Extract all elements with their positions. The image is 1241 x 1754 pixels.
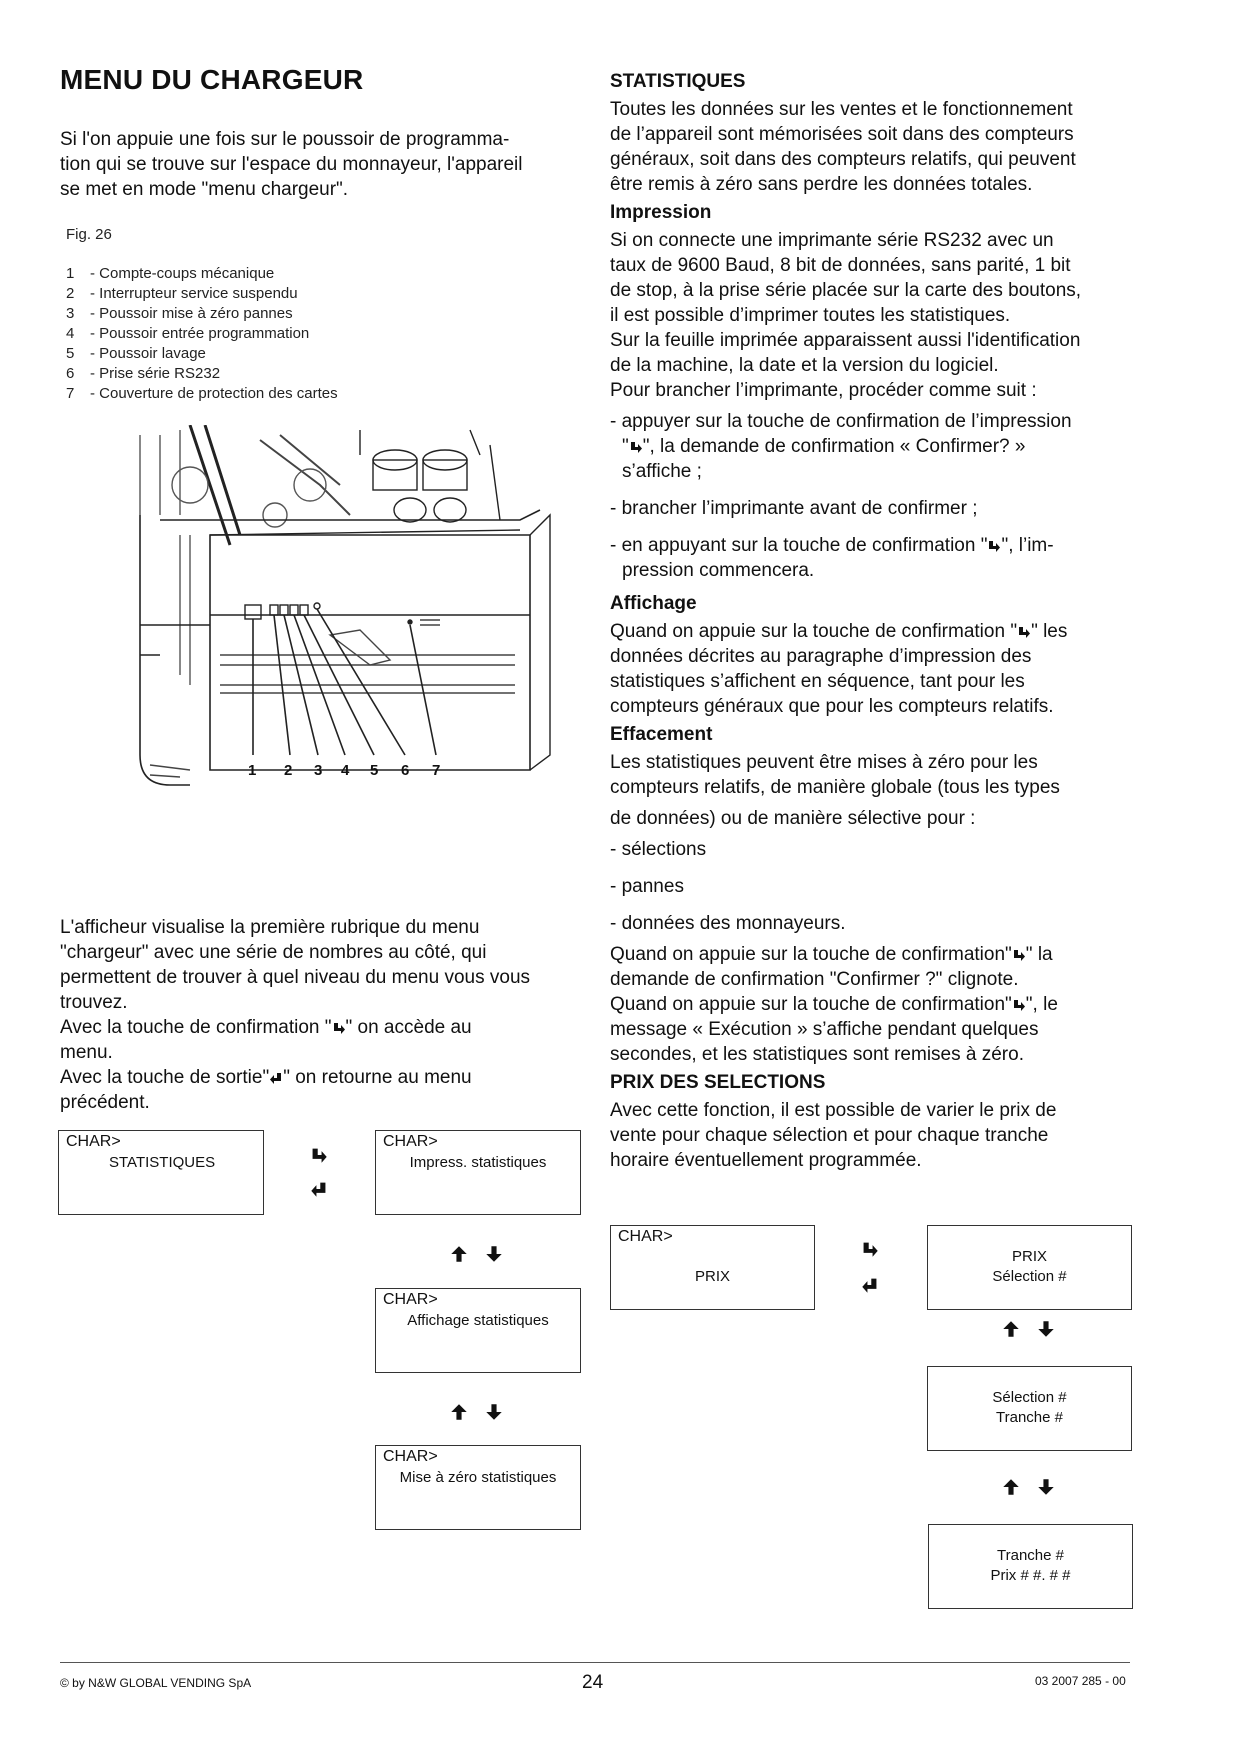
exit-arrow-icon (861, 1276, 879, 1294)
text-segment: Quand on appuie sur la touche de confirmation" (610, 994, 1012, 1015)
display-box-prix-selection (927, 1225, 1132, 1310)
intro-paragraph (60, 127, 580, 202)
legend-num: 6 (66, 365, 75, 382)
machine-illustration (120, 425, 590, 865)
text-segment: " (622, 436, 629, 457)
exit-arrow-icon (269, 1071, 283, 1085)
text-line (610, 619, 1150, 644)
text-line: compteurs relatifs, de manière globale (tous les types (610, 777, 1060, 798)
section-heading-effacement: Effacement (610, 724, 713, 745)
text-segment: " on accède au (345, 1017, 472, 1038)
text-line: il est possible d’imprimer toutes les statistiques. (610, 305, 1011, 326)
text-line: Sur la feuille imprimée apparaissent aussi l'identification (610, 330, 1081, 351)
text-line: données décrites au paragraphe d’impression des (610, 646, 1032, 667)
up-arrow-icon (1002, 1320, 1020, 1338)
figure-number: 2 (284, 762, 293, 779)
text-line: statistiques s’affichent en séquence, tant pour les (610, 671, 1025, 692)
right-column (610, 69, 1150, 1173)
legend-item (66, 364, 338, 384)
text-line: horaire éventuellement programmée. (610, 1150, 922, 1171)
text-line: de la machine, la date et la version du logiciel. (610, 355, 999, 376)
document-code: 03 2007 285 - 00 (1035, 1674, 1126, 1688)
text-segment: Quand on appuie sur la touche de confirmation " (610, 621, 1018, 642)
display-box-mise-a-zero (375, 1445, 581, 1530)
intro-line: tion qui se trouve sur l'espace du monnayeur, l'appareil (60, 154, 523, 175)
legend-num: 1 (66, 265, 75, 282)
display-text: PRIX (694, 1268, 730, 1285)
figure-number: 6 (401, 762, 410, 779)
text-line: de données) ou de manière sélective pour : (610, 808, 976, 829)
legend-num: 7 (66, 385, 75, 402)
text-line: vente pour chaque sélection et pour chaque tranche (610, 1125, 1049, 1146)
bullet-line: - données des monnayeurs. (610, 913, 846, 934)
display-prefix: CHAR> (383, 1133, 438, 1150)
display-description (60, 915, 600, 1115)
section-heading-statistiques: STATISTIQUES (610, 71, 746, 92)
display-text: Affichage statistiques (407, 1312, 549, 1329)
confirm-arrow-icon (332, 1021, 346, 1035)
confirm-arrow-icon (987, 539, 1001, 553)
legend-num: 2 (66, 285, 75, 302)
text-line: généraux, soit dans des compteurs relatifs, qui peuvent (610, 149, 1076, 170)
figure-number: 5 (370, 762, 379, 779)
confirm-arrow-icon (310, 1146, 328, 1164)
up-arrow-icon (450, 1403, 468, 1421)
legend-item (66, 264, 338, 284)
text-line: compteurs généraux que pour les compteurs relatifs. (610, 696, 1054, 717)
text-line: précédent. (60, 1092, 150, 1113)
legend-text: - Poussoir entrée programmation (90, 325, 310, 342)
bullet-line: - pannes (610, 876, 684, 897)
down-arrow-icon (485, 1403, 503, 1421)
text-line (60, 1015, 600, 1040)
display-text: Impress. statistiques (409, 1154, 547, 1171)
intro-line: se met en mode "menu chargeur". (60, 179, 349, 200)
text-line: taux de 9600 Baud, 8 bit de données, sans parité, 1 bit (610, 255, 1071, 276)
display-box-tranche-prix (928, 1524, 1133, 1609)
figure-legend (66, 264, 338, 404)
up-arrow-icon (450, 1245, 468, 1263)
bullet-line: pression commencera. (622, 560, 815, 581)
legend-item (66, 344, 338, 364)
confirm-arrow-icon (1012, 998, 1026, 1012)
legend-text: - Interrupteur service suspendu (90, 285, 298, 302)
text-segment: " les (1031, 621, 1068, 642)
bullet-line: s’affiche ; (622, 461, 702, 482)
text-line: trouvez. (60, 992, 128, 1013)
display-box-statistiques (58, 1130, 264, 1215)
footer-copyright: © by N&W GLOBAL VENDING SpA (60, 1676, 252, 1690)
legend-item (66, 384, 338, 404)
text-line: permettent de trouver à quel niveau du menu vous vous (60, 967, 531, 988)
display-box-selection-tranche (927, 1366, 1132, 1451)
display-text: PRIX (1011, 1248, 1047, 1265)
text-segment: " la (1025, 944, 1053, 965)
legend-num: 4 (66, 325, 75, 342)
section-heading-prix: PRIX DES SELECTIONS (610, 1072, 826, 1093)
text-line: message « Exécution » s’affiche pendant quelques (610, 1019, 1039, 1040)
legend-item (66, 304, 338, 324)
text-line (610, 992, 1150, 1017)
bullet-line: - brancher l’imprimante avant de confirmer ; (610, 498, 978, 519)
text-segment: - en appuyant sur la touche de confirmation " (610, 535, 988, 556)
confirm-arrow-icon (1012, 948, 1026, 962)
legend-num: 3 (66, 305, 75, 322)
text-segment: ", la demande de confirmation « Confirmer? » (642, 436, 1026, 457)
display-box-prix (610, 1225, 815, 1310)
text-line (60, 1065, 600, 1090)
text-line: être remis à zéro sans perdre les données totales. (610, 174, 1033, 195)
text-line: Les statistiques peuvent être mises à zéro pour les (610, 752, 1038, 773)
text-line (610, 942, 1150, 967)
display-box-impress (375, 1130, 581, 1215)
text-line: "chargeur" avec une série de nombres au côté, qui (60, 942, 487, 963)
intro-line: Si l'on appuie une fois sur le poussoir de programma- (60, 129, 510, 150)
legend-item (66, 324, 338, 344)
confirm-arrow-icon (861, 1240, 879, 1258)
up-arrow-icon (1002, 1478, 1020, 1496)
bullet-line: - sélections (610, 839, 707, 860)
bullet-line (610, 533, 1150, 558)
text-segment: Quand on appuie sur la touche de confirmation" (610, 944, 1012, 965)
legend-text: - Poussoir lavage (90, 345, 206, 362)
display-prefix: CHAR> (383, 1448, 438, 1465)
figure-label: Fig. 26 (66, 226, 112, 243)
legend-text: - Compte-coups mécanique (90, 265, 275, 282)
bullet-line (610, 434, 1150, 459)
display-text: Tranche # (996, 1409, 1063, 1426)
text-line: Pour brancher l’imprimante, procéder comme suit : (610, 380, 1037, 401)
down-arrow-icon (1037, 1320, 1055, 1338)
legend-text: - Poussoir mise à zéro pannes (90, 305, 293, 322)
text-line: menu. (60, 1042, 113, 1063)
text-segment: Avec la touche de sortie" (60, 1067, 270, 1088)
text-line: de stop, à la prise série placée sur la carte des boutons, (610, 280, 1082, 301)
display-text: Sélection # (992, 1389, 1067, 1406)
display-text: Mise à zéro statistiques (399, 1469, 557, 1486)
text-line: demande de confirmation "Confirmer ?" clignote. (610, 969, 1019, 990)
confirm-arrow-icon (1017, 625, 1031, 639)
figure-number: 7 (432, 762, 441, 779)
text-line: L'afficheur visualise la première rubrique du menu (60, 917, 480, 938)
page-title: MENU DU CHARGEUR (60, 64, 364, 95)
text-line: Toutes les données sur les ventes et le fonctionnement (610, 99, 1073, 120)
text-line: secondes, et les statistiques sont remises à zéro. (610, 1044, 1024, 1065)
confirm-arrow-icon (629, 440, 643, 454)
text-segment: ", le (1025, 994, 1058, 1015)
display-prefix: CHAR> (66, 1133, 121, 1150)
text-segment: Avec la touche de confirmation " (60, 1017, 332, 1038)
figure-number: 1 (248, 762, 257, 779)
page-number: 24 (582, 1672, 604, 1693)
text-line: de l’appareil sont mémorisées soit dans des compteurs (610, 124, 1074, 145)
legend-text: - Couverture de protection des cartes (90, 385, 338, 402)
display-text: STATISTIQUES (109, 1154, 216, 1171)
bullet-line: - appuyer sur la touche de confirmation de l’impression (610, 411, 1072, 432)
display-text: Sélection # (992, 1268, 1067, 1285)
display-text: Tranche # (997, 1547, 1064, 1564)
section-heading-impression: Impression (610, 202, 712, 223)
display-box-affichage (375, 1288, 581, 1373)
legend-item (66, 284, 338, 304)
text-segment: " on retourne au menu (283, 1067, 472, 1088)
text-segment: ", l’im- (1001, 535, 1054, 556)
exit-arrow-icon (310, 1180, 328, 1198)
figure-number: 4 (341, 762, 350, 779)
text-line: Avec cette fonction, il est possible de varier le prix de (610, 1100, 1057, 1121)
down-arrow-icon (485, 1245, 503, 1263)
figure-number: 3 (314, 762, 323, 779)
section-heading-affichage: Affichage (610, 593, 697, 614)
display-prefix: CHAR> (618, 1228, 673, 1245)
down-arrow-icon (1037, 1478, 1055, 1496)
text-line: Si on connecte une imprimante série RS232 avec un (610, 230, 1054, 251)
legend-text: - Prise série RS232 (90, 365, 221, 382)
display-text: Prix # #. # # (990, 1567, 1071, 1584)
display-prefix: CHAR> (383, 1291, 438, 1308)
footer-divider (60, 1662, 1130, 1663)
legend-num: 5 (66, 345, 75, 362)
